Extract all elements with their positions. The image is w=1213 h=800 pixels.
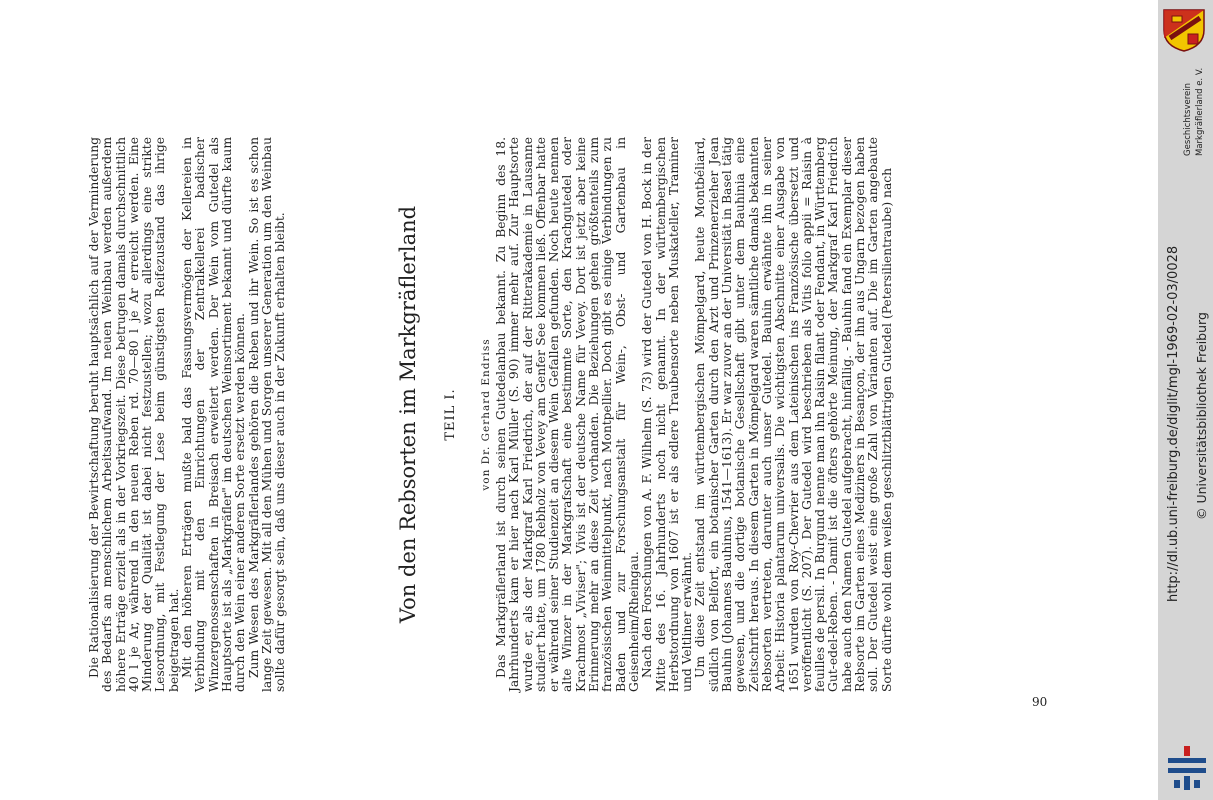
article-title: Von den Rebsorten im Markgräflerland <box>396 205 420 624</box>
society-name: Geschichtsverein <box>1183 82 1193 156</box>
document-url-link[interactable]: http://dl.ub.uni-freiburg.de/diglit/mgl-1969-02-03/0028 <box>1166 245 1181 602</box>
article-heading <box>375 137 492 692</box>
page-number: 90 <box>1032 695 1048 709</box>
article-paragraph: Nach den Forschungen von A. F. Wilhelm (S. 73) wird der Gutedel von H. Bock in der Mitte des 16. Jahrhunderts noch nicht genannt. In der württembergischen Herbstordnung von 1607 ist er als edlere Traubensorte neben Muskateller, Traminer und Veltliner erwähnt. <box>640 137 695 692</box>
coat-of-arms-icon <box>1160 8 1208 52</box>
article-part: TEIL I. <box>443 388 458 441</box>
intro-paragraph: Zum Wesen des Markgräflerlandes gehören die Reben und ihr Wein. So ist es schon lange Zeit gewesen. Mit all den Mühen und Sorgen unserer Generation um den Weinbau sollte dafür gesorgt sein, daß uns dieser auch in der Zukunft erhalten bleibt. <box>246 137 288 692</box>
intro-paragraph: Mit den höheren Erträgen mußte bald das Fassungsvermögen der Kellereien in Verbindung mit den Einrichtungen der Zentralkellerei badischer Winzergenossenschaften in Breisach erweitert werden. Der Wein vom Gutedel als Hauptsorte ist als „Markgräfler" im deutschen Weinsortiment bekannt und dürfte kaum durch den Wein einer anderen Sorte ersetzt werden können. <box>180 137 248 692</box>
intro-text-column <box>88 137 287 692</box>
copyright-notice: © Universitätsbibliothek Freiburg <box>1194 312 1209 520</box>
article-paragraph: Um diese Zeit entstand im württembergischen Mömpelgard, heute Montbéliard, südlich von Belfort, ein botanischer Garten durch den Arzt und Prinzenerzieher Jean Bauhin (Johannes Bauhinus, 1541—1613). Er war zuvor an der Universität in Basel tätig gewesen, und die dortige botanische Gesellschaft gibt unter dem Bauhinia eine Zeitschrift heraus. In diesem Garten in Mömpelgard waren sämtliche damals bekannten Rebsorten vertreten, darunter auch unser Gutedel. Bauhin erwähnte ihn in seiner Arbeit: Historia plantarum universalis. Die wichtigsten Abschnitte einer Ausgabe von 1651 wurden von Roy-Chevrier aus dem Lateinischen ins Französische übersetzt und veröffentlicht (S. 207). Der Gutedel wird beschrieben als Vitis folio appii = Raisin à feuilles de persil. In Burgund nenne man ihn Raisin filant oder Fendant, in Württemberg Gut-edel-Reben. - Damit ist die öfters gehörte Meinung, der Markgraf Karl Friedrich habe auch den Namen Gutedel aufgebracht, hinfällig. - Bauhin fand ein Exemplar dieser Rebsorte im Garten eines Mediziners in Besançon, der ihn aus Ungarn bezogen haben soll. Der Gutedel weist eine große Zahl von Varianten auf. Die im Garten angebaute Sorte dürfte wohl dem weißen geschlitztblättrigen Gutedel (Petersilientraube) nach <box>693 137 894 692</box>
society-region: Markgräflerland e. V. <box>1195 67 1205 156</box>
intro-paragraph: Die Rationalisierung der Bewirtschaftung beruht hauptsächlich auf der Verminderung des Bedarfs an menschlichem Arbeitsaufwand. Im neuen Weinbau werden außerdem höhere Erträge erzielt als in der Vorkriegszeit. Diese betrugen damals durchschnittlich 40 l je Ar, während in den neuen Reben rd. 70—80 l je Ar erreicht werden. Eine Minderung der Qualität ist dabei nicht festzustellen; wozu allerdings eine strikte Lesordnung, mit Festlegung der Lese beim günstigsten Reifezustand das ihrige beigetragen hat. <box>87 137 181 692</box>
article-author: von Dr. Gerhard Endriss <box>480 338 492 491</box>
article-paragraph: Das Markgräflerland ist durch seinen Gutedelanbau bekannt. Zu Beginn des 18. Jahrhunderts kam er hier nach Karl Müller (S. 90) immer mehr auf. Zur Hauptsorte wurde er, als der Markgraf Karl Friedrich, der auf der Ritterakademie in Lausanne studiert hatte, um 1780 Rebholz von Vevey am Genfer See kommen ließ. Offenbar hatte er während seiner Studienzeit an diesem Wein Gefallen gefunden. Noch heute nennen alte Winzer in der Markgrafschaft eine bestimmte Sorte, den Krachgutedel oder Krachmost „Viviser"; Vivis ist der deutsche Name für Vevey. Dort ist jetzt aber keine Erinnerung mehr an diese Zeit vorhanden. Die Beziehungen gehen größtenteils zum französischen Weinmittelpunkt, nach Montpellier. Doch gibt es einige Verbindungen zu Baden und zur Forschungsanstalt für Wein-, Obst- und Gartenbau in Geisenheim/Rheingau. <box>494 137 641 692</box>
article-text-column <box>495 137 894 692</box>
ub-freiburg-logo-icon <box>1166 744 1208 792</box>
